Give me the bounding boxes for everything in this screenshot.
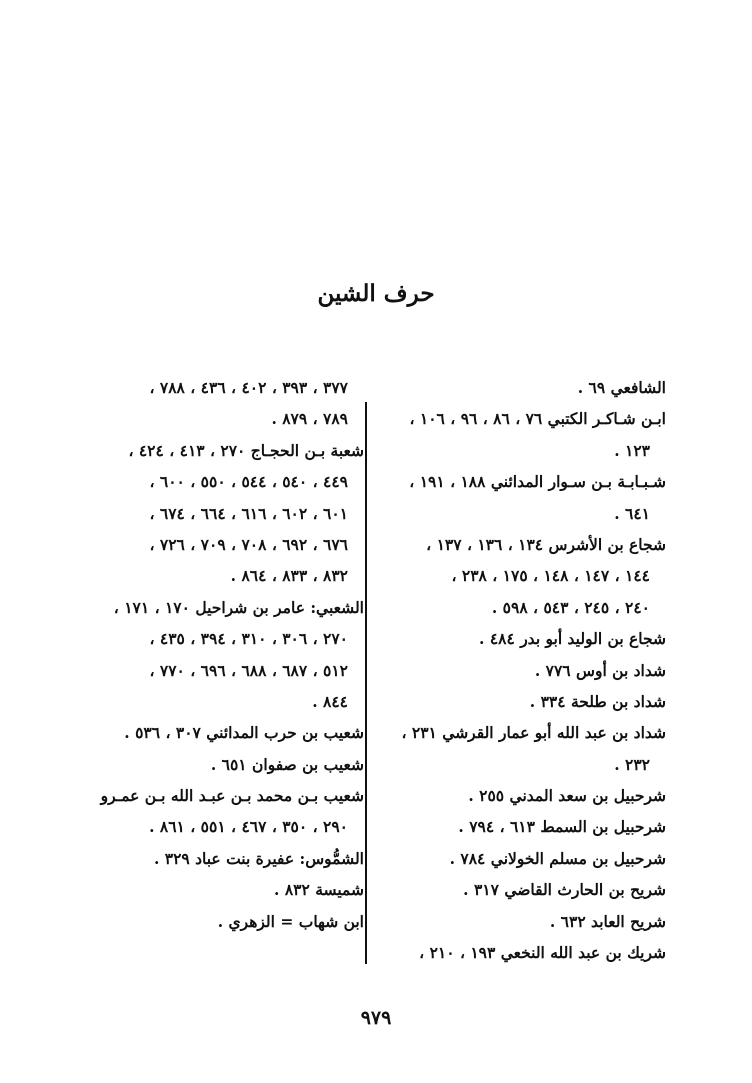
- index-line: الشعبي: عامر بن شراحيل ١٧٠ ، ١٧١ ،: [113, 597, 364, 617]
- index-line: ١٤٤ ، ١٤٧ ، ١٤٨ ، ١٧٥ ، ٢٣٨ ،: [451, 566, 650, 586]
- page-title: حرف الشين: [317, 280, 435, 307]
- index-column-left: [68, 372, 364, 937]
- index-line: شـبـابـة بـن سـوار المدائني ١٨٨ ، ١٩١ ،: [409, 472, 666, 492]
- index-line: ٢٩٠ ، ٣٥٠ ، ٤٦٧ ، ٥٥١ ، ٨٦١ .: [149, 817, 348, 837]
- index-line: الشافعي ٦٩ .: [577, 378, 666, 397]
- index-line: شريح بن الحارث القاضي ٣١٧ .: [463, 880, 666, 900]
- index-line: شعيب بـن محمد بـن عبـد الله بـن عمـرو: [100, 786, 364, 806]
- index-line: شعيب بن حرب المدائني ٣٠٧ ، ٥٣٦ .: [124, 723, 364, 743]
- index-line: ١٢٣ .: [614, 440, 650, 460]
- index-line: ابـن شـاكـر الكتبي ٧٦ ، ٨٦ ، ٩٦ ، ١٠٦ ،: [409, 409, 666, 429]
- index-line: شريح العابد ٦٣٢ .: [549, 911, 666, 931]
- index-line: شعبة بـن الحجـاج ٢٧٠ ، ٤١٣ ، ٤٢٤ ،: [128, 440, 364, 460]
- index-line: ٥١٢ ، ٦٨٧ ، ٦٨٨ ، ٦٩٦ ، ٧٧٠ ،: [149, 660, 348, 680]
- index-line: ٦٧٦ ، ٦٩٢ ، ٧٠٨ ، ٧٠٩ ، ٧٢٦ ،: [149, 534, 348, 554]
- index-line: الشمُّوس: عفيرة بنت عباد ٣٢٩ .: [153, 848, 364, 868]
- index-line: ٤٤٩ ، ٥٤٠ ، ٥٤٤ ، ٥٥٠ ، ٦٠٠ ،: [149, 472, 348, 492]
- index-line: ٨٣٢ ، ٨٣٣ ، ٨٦٤ .: [230, 566, 348, 586]
- index-line: شميسة ٨٣٢ .: [274, 880, 364, 900]
- index-line: ٦٤١ .: [614, 503, 650, 523]
- page-number: ٩٧٩: [360, 1007, 392, 1029]
- index-line: شعيب بن صفوان ٦٥١ .: [210, 754, 364, 774]
- index-line: ٢٤٠ ، ٢٤٥ ، ٥٤٣ ، ٥٩٨ .: [491, 597, 650, 617]
- index-line: ٢٧٠ ، ٣٠٦ ، ٣١٠ ، ٣٩٤ ، ٤٣٥ ،: [149, 629, 348, 649]
- index-line: شجاع بن الوليد أبو بدر ٤٨٤ .: [479, 629, 666, 649]
- index-column-right: [372, 372, 666, 968]
- index-line: ٦٠١ ، ٦٠٢ ، ٦١٦ ، ٦٦٤ ، ٦٧٤ ،: [149, 503, 348, 523]
- index-line: شرحبيل بن مسلم الخولاني ٧٨٤ .: [449, 848, 666, 868]
- index-line: ٢٣٢ .: [614, 754, 650, 774]
- column-divider: [365, 402, 367, 964]
- index-line: شرحبيل بن السمط ٦١٣ ، ٧٩٤ .: [458, 817, 666, 837]
- index-line: ابن شهاب = الزهري .: [217, 911, 364, 931]
- index-line: شداد بن أوس ٧٧٦ .: [534, 660, 666, 680]
- index-line: ٨٤٤ .: [312, 691, 348, 711]
- index-line: شريك بن عبد الله النخعي ١٩٣ ، ٢١٠ ،: [419, 943, 666, 963]
- index-line: شداد بن طلحة ٣٣٤ .: [529, 691, 666, 711]
- index-line: شرحبيل بن سعد المدني ٢٥٥ .: [468, 786, 666, 806]
- index-line: ٣٧٧ ، ٣٩٣ ، ٤٠٢ ، ٤٣٦ ، ٧٨٨ ،: [149, 378, 348, 397]
- index-line: ٧٨٩ ، ٨٧٩ .: [271, 409, 348, 429]
- index-line: شداد بن عبد الله أبو عمار القرشي ٢٣١ ،: [401, 723, 666, 743]
- index-line: شجاع بن الأشرس ١٣٤ ، ١٣٦ ، ١٣٧ ،: [426, 534, 666, 554]
